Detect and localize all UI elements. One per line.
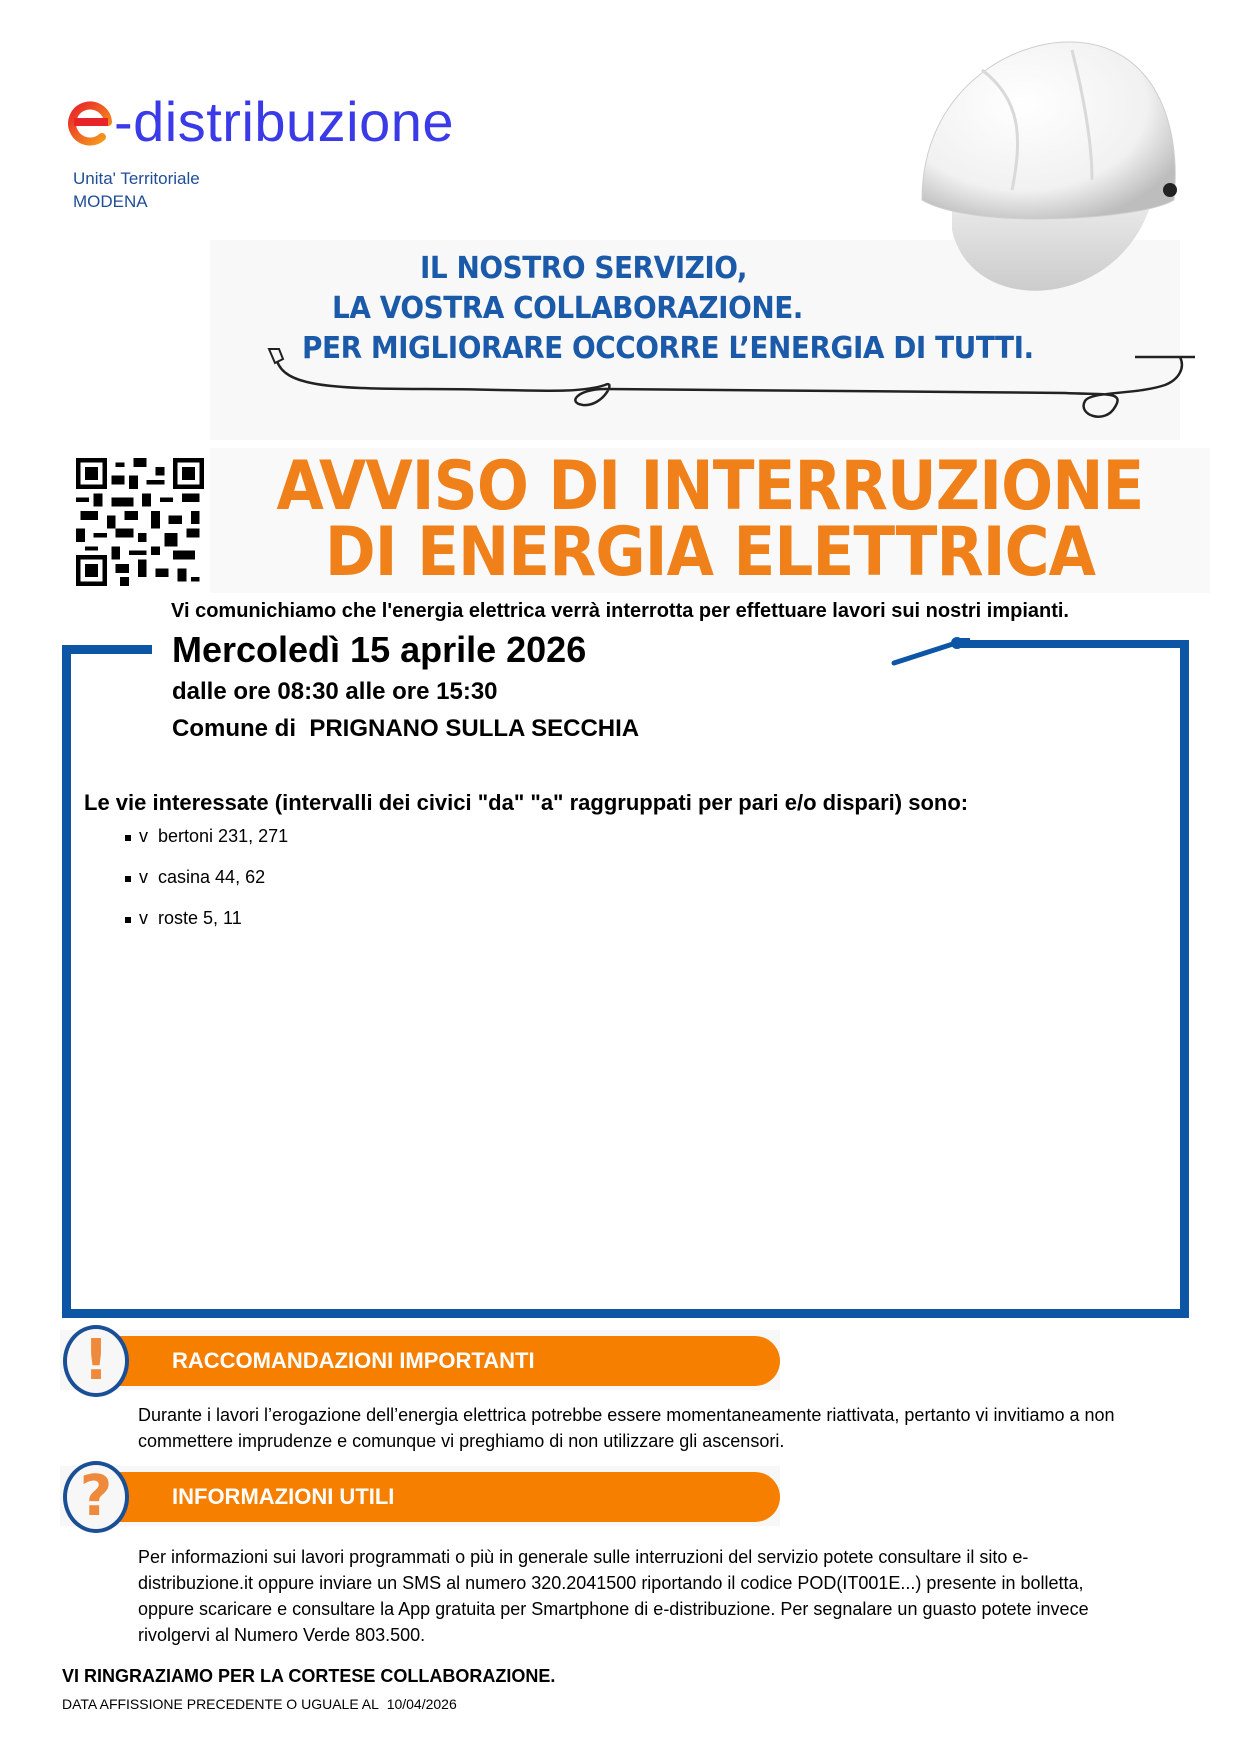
thanks-text: VI RINGRAZIAMO PER LA CORTESE COLLABORAZIONE. [62,1666,556,1686]
affix-date: 10/04/2026 [386,1696,457,1712]
bullet-icon [125,876,131,882]
territorial-unit [73,167,200,213]
intro-text: Vi comunichiamo che l'energia elettrica verrà interrotta per effettuare lavori sui nostri impianti. [171,600,1069,622]
recommendations-text: Durante i lavori l’erogazione dell’energia elettrica potrebbe essere momentaneamente riattivata, pertanto vi invitiamo a non commettere imprudenze e comunque vi preghiamo di non utilizzare gli ascensori. [138,1405,1115,1451]
box-border-left [62,645,71,1318]
recommendations-title: RACCOMANDAZIONI IMPORTANTI [172,1348,535,1373]
street-name: casina 44, 62 [158,867,266,887]
street-item [125,908,288,949]
affix-label: DATA AFFISSIONE PRECEDENTE O UGUALE AL [62,1696,379,1712]
outage-time: dalle ore 08:30 alle ore 15:30 [172,678,498,705]
e-logo-icon [68,100,112,146]
street-prefix: v [139,826,148,846]
brand-logo [68,92,454,152]
street-prefix: v [139,908,148,928]
posting-date [62,1696,457,1712]
street-item [125,867,288,908]
outage-date: Mercoledì 15 aprile 2026 [172,629,587,670]
comune-name: PRIGNANO SULLA SECCHIA [309,715,640,742]
slogan-line-2: LA VOSTRA COLLABORAZIONE. [332,291,803,326]
box-border-right [1180,640,1189,1318]
notice-title-line-2: DI ENERGIA ELETTRICA [324,513,1096,592]
notice-title-line-1: AVVISO DI INTERRUZIONE [276,447,1144,526]
info-title: INFORMAZIONI UTILI [172,1484,395,1509]
streets-list [125,826,288,949]
qr-code-icon[interactable] [76,458,204,586]
street-name: roste 5, 11 [158,908,242,928]
unit-city: MODENA [73,192,148,211]
safety-helmet-icon [912,30,1192,300]
open-switch-icon [890,630,970,670]
question-icon [63,1461,129,1533]
warning-icon [63,1325,129,1397]
bullet-icon [125,917,131,923]
street-item [125,826,288,867]
info-text: Per informazioni sui lavori programmati o più in generale sulle interruzioni del servizio potete consultare il sito e-distribuzione.it oppure inviare un SMS al numero 320.2041500 riportando il codice POD(IT001E...) presente in bolletta, oppure scaricare e consultare la App gratuita per Smartphone di e-distribuzione. Per segnalare un guasto potete invece rivolgervi al Numero Verde 803.500. [138,1547,1089,1645]
street-name: bertoni 231, 271 [158,826,289,846]
box-border-bottom [62,1309,1189,1318]
exclamation-glyph: ! [83,1328,109,1393]
box-border-top-right [960,640,1189,648]
slogan-line-3: PER MIGLIORARE OCCORRE L’ENERGIA DI TUTTI. [302,331,1034,366]
comune-label: Comune di [172,715,296,742]
box-border-top-left [62,645,152,654]
streets-heading: Le vie interessate (intervalli dei civici "da" "a" raggruppati per pari e/o dispari) sono: [84,790,969,815]
bullet-icon [125,835,131,841]
brand-name: -distribuzione [114,90,455,153]
power-cord-icon [265,345,1200,435]
question-glyph: ? [79,1464,113,1529]
slogan-line-1: IL NOSTRO SERVIZIO, [420,251,748,286]
unit-label: Unita' Territoriale [73,169,200,188]
street-prefix: v [139,867,148,887]
outage-municipality [172,713,639,745]
